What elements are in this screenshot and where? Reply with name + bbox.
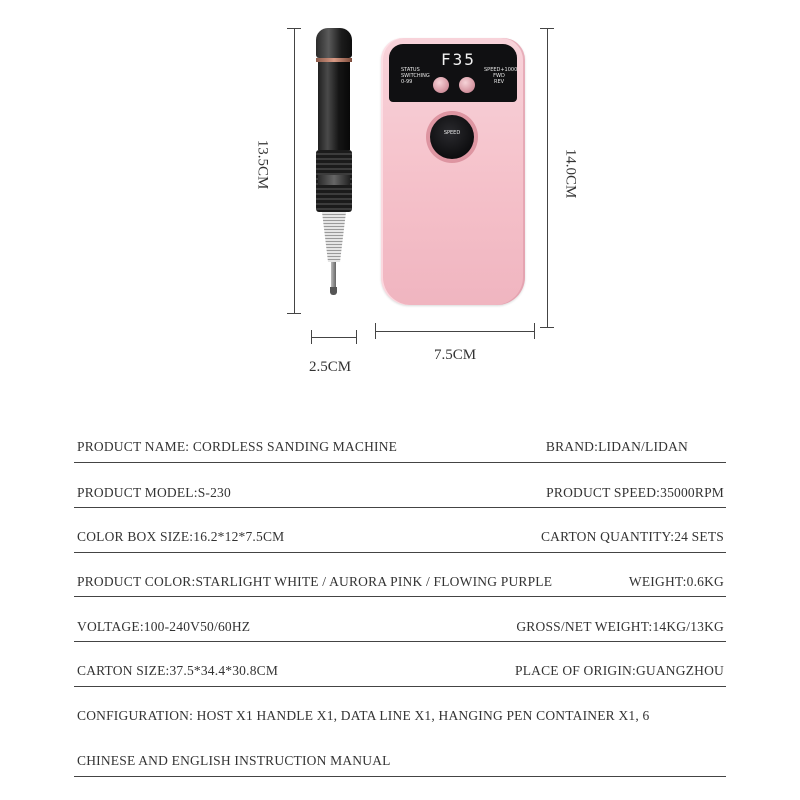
device-height-dimension-line [547, 28, 548, 328]
table-divider [74, 776, 726, 777]
pen-height-dimension-line [294, 28, 295, 314]
pen-metal-chuck [322, 212, 346, 262]
spec-configuration-line1: CONFIGURATION: HOST X1 HANDLE X1, DATA LINE X1, HANGING PEN CONTAINER X1, 6 [77, 708, 650, 723]
spec-weight: WEIGHT:0.6KG [628, 574, 724, 589]
table-divider [74, 596, 726, 597]
dimension-tick [534, 323, 535, 339]
table-divider [74, 507, 726, 508]
spec-gross-net-weight: GROSS/NET WEIGHT:14KG/13KG [516, 619, 724, 634]
device-width-label: 7.5CM [434, 347, 477, 363]
table-divider [74, 641, 726, 642]
pen-collar [318, 175, 350, 185]
speed-readout: F35 [441, 50, 476, 69]
table-divider [74, 552, 726, 553]
spec-carton-quantity: CARTON QUANTITY:24 SETS [540, 529, 724, 544]
device-width-dimension-line [375, 331, 535, 332]
device-height-label: 14.0CM [562, 148, 579, 199]
dimension-tick [540, 327, 554, 328]
direction-text: SPEED+1000 FWD REV [484, 67, 518, 85]
pen-body [318, 62, 350, 150]
display-screen [389, 44, 517, 102]
pen-bit [331, 262, 336, 288]
speed-knob[interactable] [426, 111, 478, 163]
spec-brand: BRAND:LIDAN/LIDAN [545, 439, 688, 454]
dimension-tick [356, 330, 357, 344]
pen-height-label: 13.5CM [254, 139, 271, 190]
spec-carton-size: CARTON SIZE:37.5*34.4*30.8CM [77, 663, 279, 678]
table-divider [74, 462, 726, 463]
status-text: STATUS SWITCHING 0-99 [401, 67, 430, 85]
dimension-tick [287, 313, 301, 314]
spec-place-of-origin: PLACE OF ORIGIN:GUANGZHOU [515, 663, 724, 678]
pen-width-dimension-line [311, 337, 357, 338]
pen-tip [330, 287, 337, 295]
spec-voltage: VOLTAGE:100-240V50/60HZ [77, 619, 251, 634]
spec-configuration-line2: CHINESE AND ENGLISH INSTRUCTION MANUAL [77, 753, 391, 768]
spec-product-color: PRODUCT COLOR:STARLIGHT WHITE / AURORA PINK / FLOWING PURPLE [77, 574, 553, 589]
spec-product-name: PRODUCT NAME: CORDLESS SANDING MACHINE [77, 439, 398, 454]
left-button[interactable] [433, 77, 449, 93]
control-box [381, 38, 525, 305]
knob-face [430, 115, 474, 159]
pen-cap [316, 28, 352, 58]
pen-width-label: 2.5CM [309, 359, 352, 375]
spec-product-speed: PRODUCT SPEED:35000RPM [546, 485, 724, 500]
spec-color-box-size: COLOR BOX SIZE:16.2*12*7.5CM [77, 529, 285, 544]
right-button[interactable] [459, 77, 475, 93]
spec-product-model: PRODUCT MODEL:S-230 [77, 485, 231, 500]
table-divider [74, 686, 726, 687]
knob-label: SPEED [443, 130, 461, 136]
